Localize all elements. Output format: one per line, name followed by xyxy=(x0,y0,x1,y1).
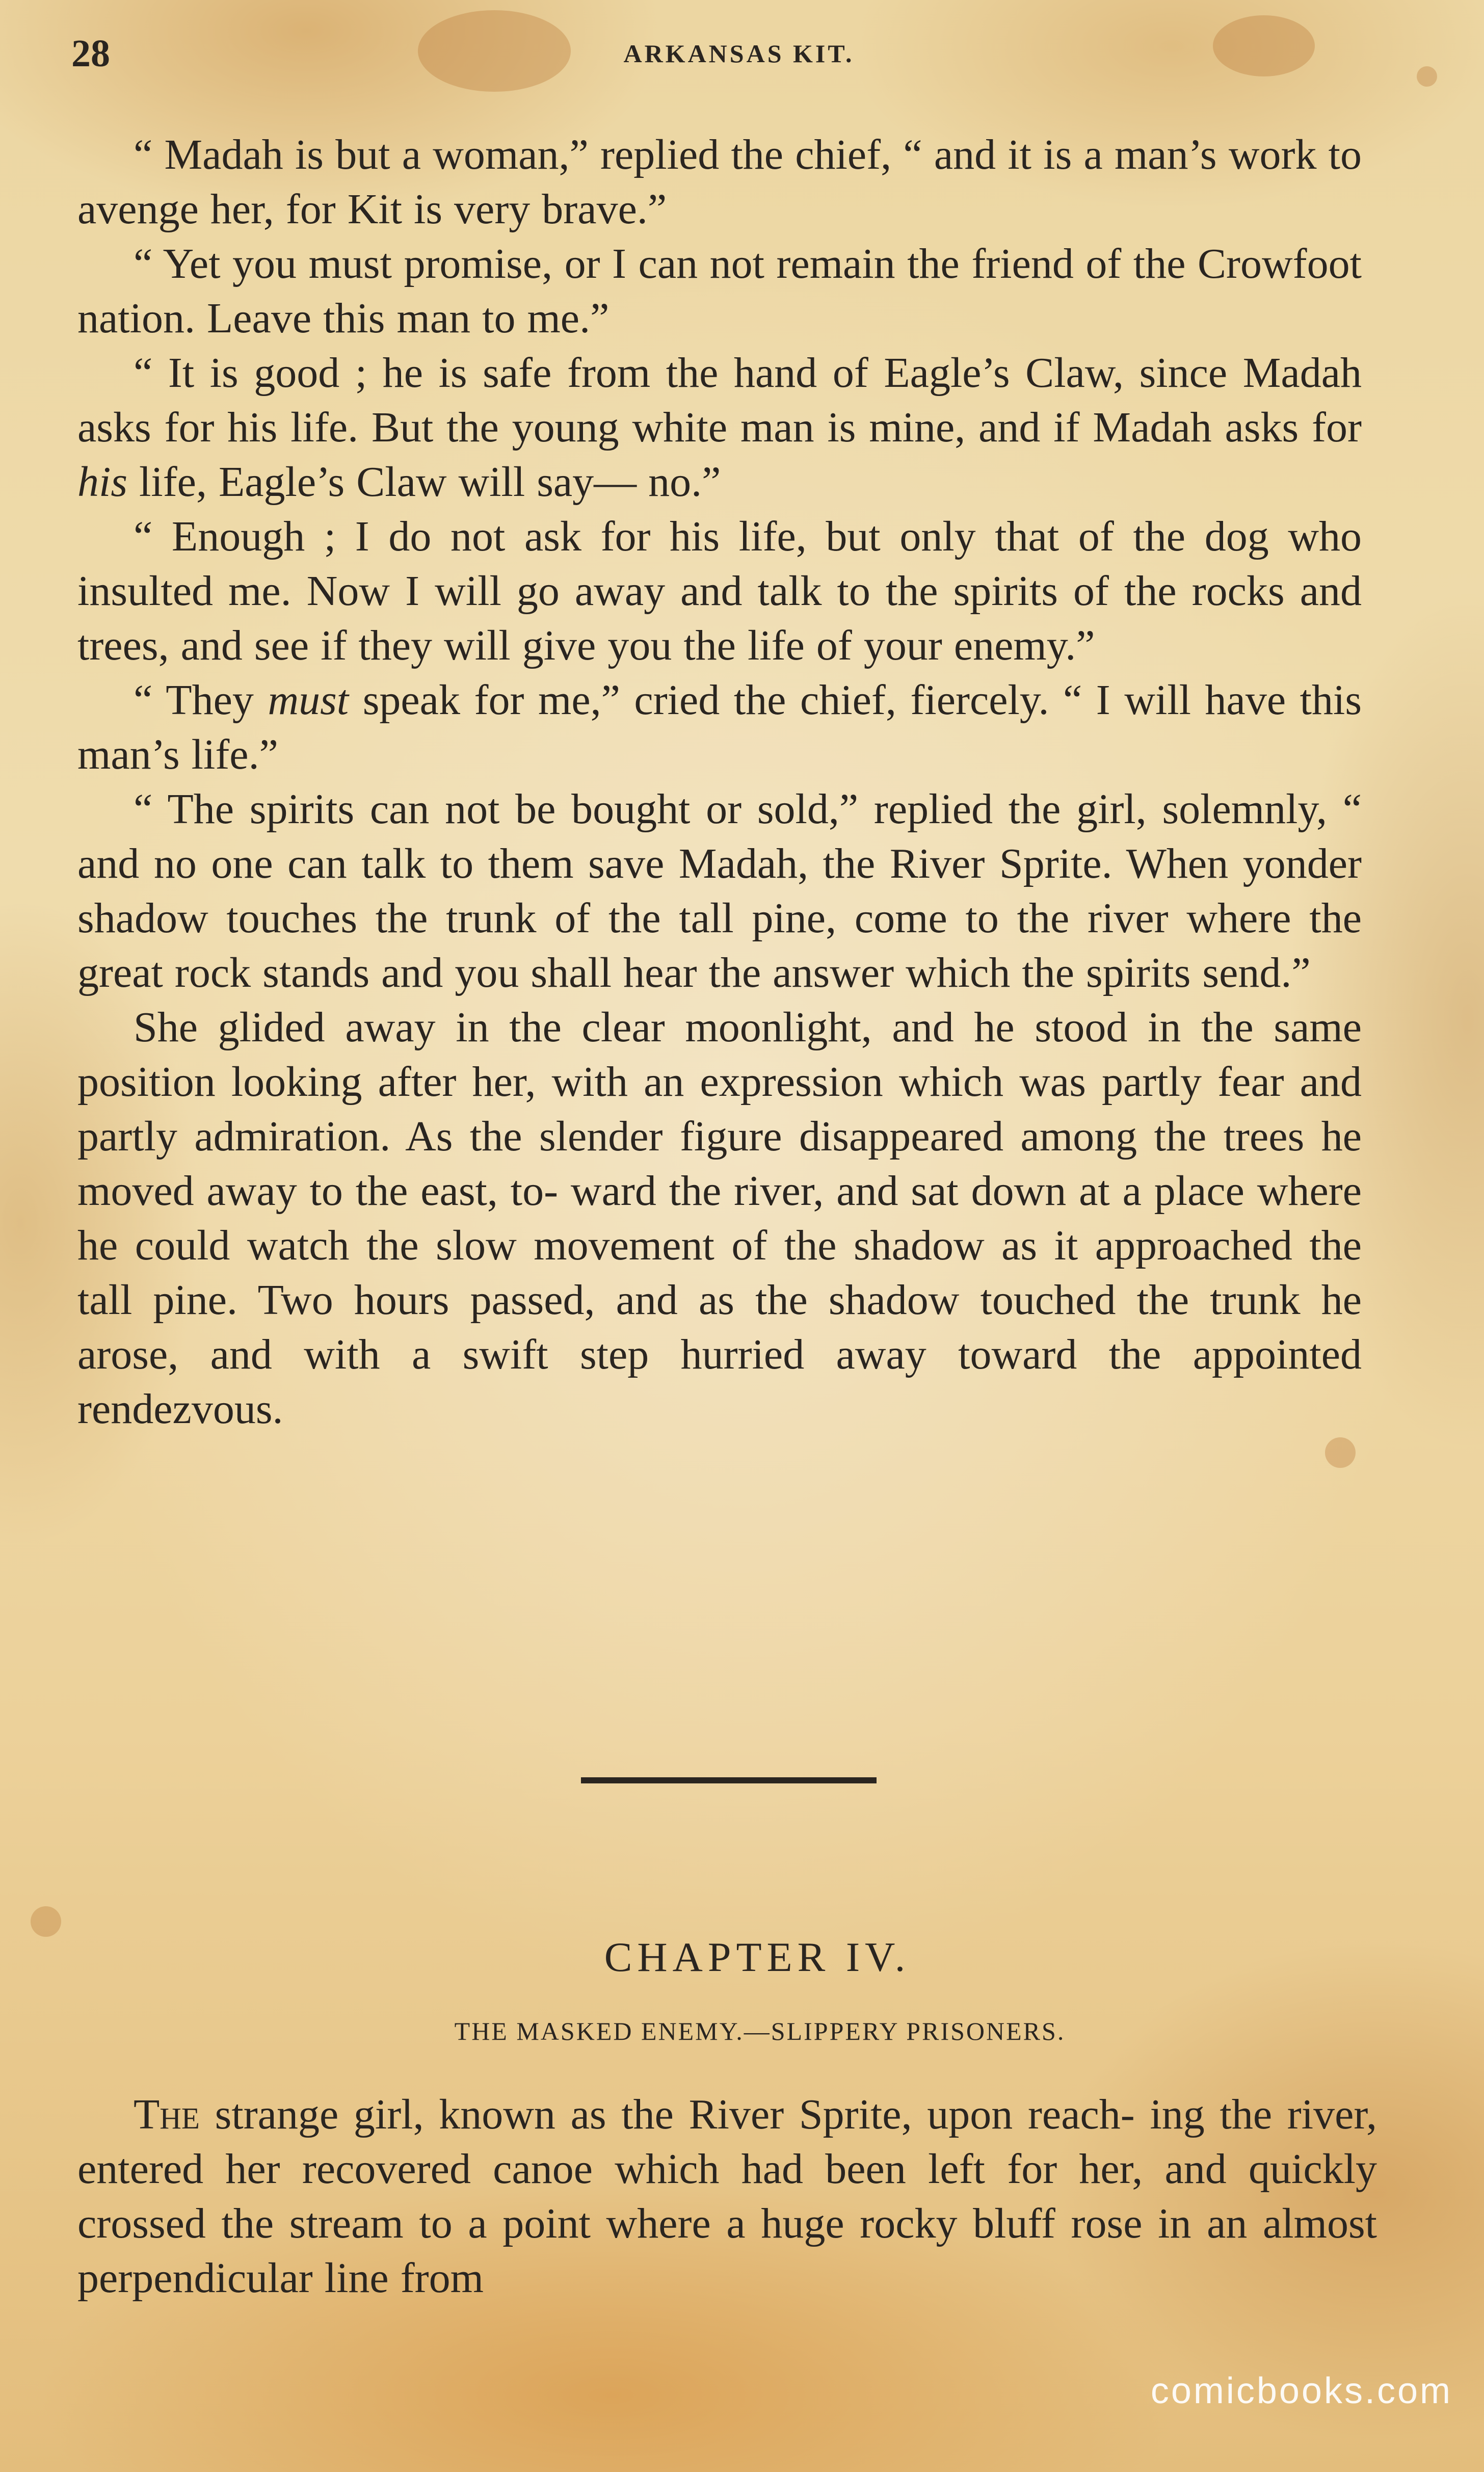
chapter-subtitle: THE MASKED ENEMY.—SLIPPERY PRISONERS. xyxy=(454,2017,1066,2045)
age-stain xyxy=(1417,66,1437,87)
paragraph-text: “ The spirits can not be bought or sold,” replied the girl, solemnly, “ and no one can talk to them save Madah, the River Sprite. When yonder shadow touches the trunk of the tall pine, come to the river where the great rock stands and you shall hear the answer which the spirits send.” xyxy=(77,785,1362,996)
body-text xyxy=(77,127,1362,1436)
paragraph xyxy=(77,673,1362,782)
paragraph xyxy=(77,1000,1362,1436)
paragraph-text: “ Enough ; I do not ask for his life, but only that of the dog who insulted me. Now I will go away and talk to the spirits of the rocks and trees, and see if they will give you the life of your enemy.” xyxy=(77,513,1362,669)
site-watermark: comicbooks.com xyxy=(1150,2371,1452,2411)
page-number: 28 xyxy=(71,32,110,75)
paragraph xyxy=(77,782,1362,1000)
paragraph xyxy=(77,2087,1377,2305)
paragraph-text: speak for me,” cried the chief, fiercely. “ I will have this man’s life.” xyxy=(77,676,1362,778)
paragraph-text: “ It is good ; he is safe from the hand of Eagle’s Claw, since Madah asks for his life. But the young white man is mine, and if Madah asks for xyxy=(77,349,1362,451)
paragraph-text: “ They xyxy=(134,676,268,724)
paragraph xyxy=(77,346,1362,509)
paragraph-text: “ Yet you must promise, or I can not remain the friend of the Crowfoot nation. Leave this man to me.” xyxy=(77,240,1362,342)
italic-emphasis: his xyxy=(77,458,128,506)
paragraph-text: “ Madah is but a woman,” replied the chief, “ and it is a man’s work to avenge her, for Kit is very brave.” xyxy=(77,131,1362,233)
running-title: ARKANSAS KIT. xyxy=(623,39,855,68)
paragraph-text: strange girl, known as the River Sprite, upon reach- ing the river, entered her recovered canoe which had been left for her, and quickly crossed the stream to a point where a huge rocky bluff rose in an almost perpendicular line from xyxy=(77,2091,1377,2302)
paragraph xyxy=(77,509,1362,673)
chapter-opening xyxy=(77,2087,1377,2305)
paragraph-text: She glided away in the clear moonlight, and he stood in the same position looking after her, with an expression which was partly fear and partly admiration. As the slender figure disappeared among the trees he moved away to the east, to- ward the river, and sat down at a place where he could watch the slow movement of the shadow as it approached the tall pine. Two hours passed, and as the shadow touched the trunk he arose, and with a swift step hurried away toward the appointed rendezvous. xyxy=(77,1004,1362,1433)
paragraph xyxy=(77,127,1362,236)
italic-emphasis: must xyxy=(268,676,349,724)
paragraph-text: life, Eagle’s Claw will say— no.” xyxy=(127,458,721,506)
section-divider xyxy=(581,1777,877,1783)
paragraph xyxy=(77,236,1362,346)
page-header xyxy=(71,31,1376,76)
chapter-heading: CHAPTER IV. xyxy=(604,1934,911,1980)
age-stain xyxy=(1325,1437,1356,1468)
drop-word: The xyxy=(134,2091,200,2138)
